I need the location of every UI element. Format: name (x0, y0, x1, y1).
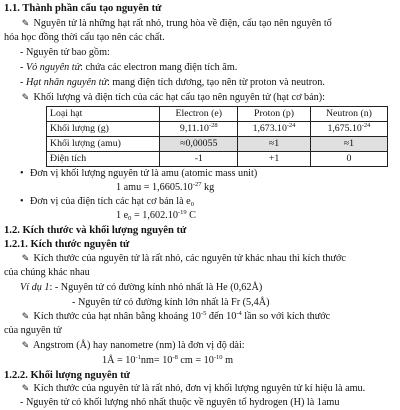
pencil-icon: ✎ (21, 383, 30, 393)
amu-equation: 1 amu = $1,6605.10^{-27}$ kg (116, 181, 215, 193)
charge-unit-line: • Đơn vị của điện tích các hạt cơ bản là $e_0$ (20, 196, 194, 208)
table-cell: $1,673.10^{-24}$ (238, 122, 311, 137)
pencil-icon: ✎ (21, 253, 30, 263)
unit-conversion-equation: 1Å = $10^{-1}nm= 10^{-8}$ cm = $10^{-10}$ m (102, 354, 234, 366)
table-cell: -1 (160, 152, 238, 167)
table-cell: ≈1 (310, 137, 387, 152)
table-cell: ≈0,00055 (160, 137, 238, 152)
row-label: Khối lượng (amu) (47, 137, 160, 152)
row-label: Khối lượng (g) (47, 122, 160, 137)
atom-size-paragraph: ✎ Kích thước của nguyên tử là rất nhỏ, các nguyên tử khác nhau thì kích thước (21, 253, 346, 264)
paragraph-atom-definition: ✎ Nguyên tử là những hạt rất nhỏ, trung hòa về điện, cấu tạo nên nguyên tố (21, 18, 332, 29)
table-row-charge (47, 152, 388, 167)
section-1-2-heading: 1.2. Kích thước và khối lượng nguyên tử (4, 225, 187, 236)
pencil-icon: ✎ (21, 18, 30, 28)
angstrom-line: ✎ Angstrom (Å) hay nanometre (nm) là đơn vị độ dài: (21, 340, 245, 351)
nucleus-size-paragraph-cont: của nguyên tử (4, 325, 62, 336)
table-row-mass-amu (47, 137, 388, 152)
section-1-2-2-heading: 1.2.2. Khối lượng nguyên tử (4, 370, 131, 381)
atom-mass-paragraph: ✎ Kích thước của nguyên tử là rất nhỏ, đơn vị khối lượng nguyên tử kí hiệu là amu. (21, 383, 366, 394)
row-label: Điện tích (47, 152, 160, 167)
bullet-icon: • (20, 196, 24, 207)
section-1-1-heading: 1.1. Thành phần cấu tạo nguyên tử (4, 3, 162, 14)
example-line-1: Ví dụ 1: - Nguyên tử có đường kính nhỏ nhất là He (0,62Å) (20, 282, 263, 293)
table-header: Loại hạt (47, 107, 160, 122)
table-cell: $1,675.10^{-24}$ (310, 122, 387, 137)
table-intro: ✎ Khối lượng và điện tích của các hạt cấu tạo nên nguyên tử (hạt cơ bản): (21, 92, 325, 103)
table-header: Neutron (n) (310, 107, 387, 122)
nucleus-size-paragraph: ✎ Kích thước của hạt nhân bằng khoảng $10^{-5}$ đến $10^{-4}$ lần so với kích thước (21, 310, 331, 322)
e0-equation: 1 $e_0 = 1,602.10^{-19}$ C (116, 209, 196, 222)
table-cell: 0 (310, 152, 387, 167)
composition-intro: - Nguyên tử bao gồm: (20, 47, 110, 58)
table-header: Proton (p) (238, 107, 311, 122)
nucleus-line: - Hạt nhân nguyên tử: mang điện tích dương, tạo nên từ proton và neutron. (20, 77, 325, 88)
table-header-row (47, 107, 388, 122)
atom-size-paragraph-cont: của chúng khác nhau (4, 267, 90, 278)
shell-line: - Vỏ nguyên tử: chứa các electron mang điện tích âm. (20, 62, 238, 73)
pencil-icon: ✎ (21, 311, 30, 321)
paragraph-atom-definition-cont: hóa học đồng thời cấu tạo nên các chất. (4, 32, 165, 43)
section-1-2-1-heading: 1.2.1. Kích thước nguyên tử (4, 239, 130, 250)
table-header: Electron (e) (160, 107, 238, 122)
pencil-icon: ✎ (21, 92, 30, 102)
bullet-icon: • (20, 168, 24, 179)
atom-mass-example: - Nguyên tử có khối lượng nhỏ nhất thuộc về nguyên tố hydrogen (H) là 1amu (20, 397, 340, 408)
table-cell: ≈1 (238, 137, 311, 152)
table-cell: $9,11.10^{-28}$ (160, 122, 238, 137)
amu-definition: • Đơn vị khối lượng nguyên tử là amu (atomic mass unit) (20, 168, 258, 179)
table-row-mass-g (47, 122, 388, 137)
table-cell: +1 (238, 152, 311, 167)
particle-table (46, 106, 388, 167)
pencil-icon: ✎ (21, 340, 30, 350)
example-line-2: - Nguyên tử có đường kính lớn nhất là Fr (5,4Å) (72, 297, 270, 308)
